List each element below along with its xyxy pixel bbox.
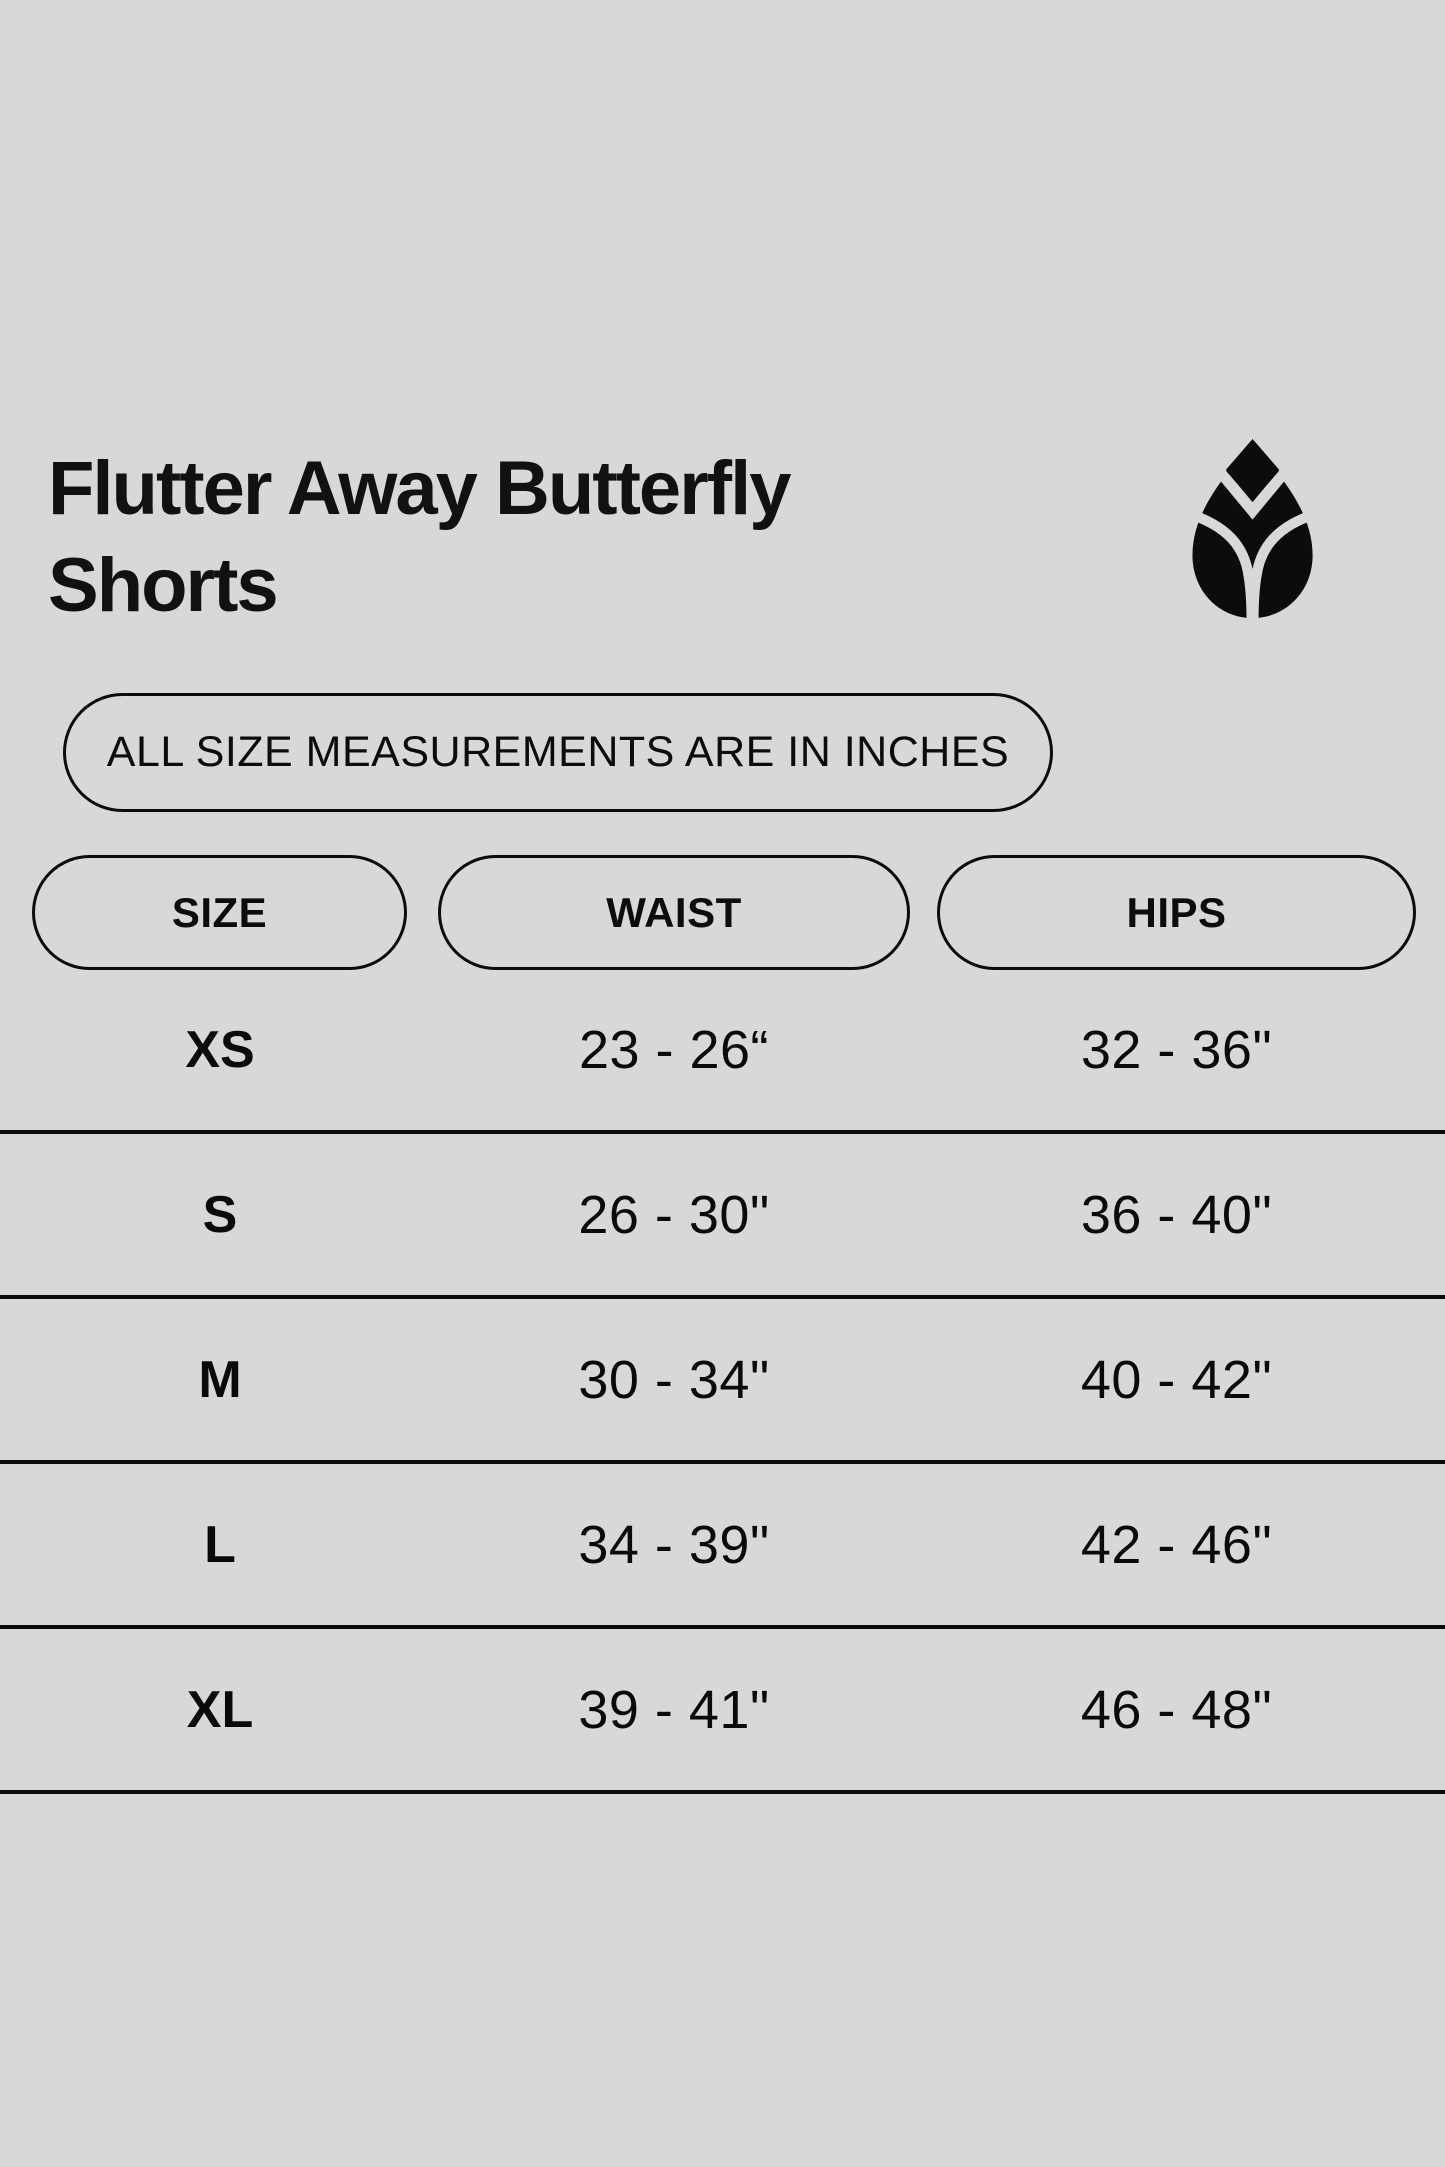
size-cell: XL [186, 1680, 254, 1739]
measurement-note-text: ALL SIZE MEASUREMENTS ARE IN INCHES [106, 728, 1010, 776]
table-row-xs [0, 969, 1445, 1134]
waist-cell: 30 - 34" [578, 1349, 770, 1410]
hips-cell: 36 - 40" [1080, 1184, 1273, 1245]
waist-cell: 39 - 41" [578, 1679, 770, 1740]
size-table [0, 969, 1445, 1794]
size-cell: L [204, 1515, 236, 1574]
column-header-size-label: SIZE [171, 888, 268, 936]
column-header-size [32, 855, 407, 970]
waist-cell: 23 - 26“ [578, 1019, 770, 1080]
page-title: Flutter Away Butterfly Shorts [48, 446, 790, 628]
brand-logo [1186, 428, 1320, 628]
table-row-m [0, 1299, 1445, 1464]
hips-cell: 42 - 46" [1080, 1514, 1273, 1575]
table-row-s [0, 1134, 1445, 1299]
column-header-hips [937, 855, 1416, 970]
hips-cell: 40 - 42" [1080, 1349, 1273, 1410]
table-row-l [0, 1464, 1445, 1629]
waist-cell: 26 - 30" [578, 1184, 770, 1245]
lotus-bud-icon [1186, 428, 1320, 628]
hips-cell: 32 - 36" [1080, 1019, 1273, 1080]
size-cell: M [198, 1350, 242, 1409]
size-cell: XS [185, 1020, 255, 1079]
measurement-note-pill [63, 693, 1053, 812]
waist-cell: 34 - 39" [578, 1514, 770, 1575]
column-header-hips-label: HIPS [1126, 888, 1227, 936]
column-header-waist [438, 855, 910, 970]
size-cell: S [202, 1185, 238, 1244]
hips-cell: 46 - 48" [1080, 1679, 1273, 1740]
table-row-xl [0, 1629, 1445, 1794]
column-header-waist-label: WAIST [606, 888, 742, 936]
